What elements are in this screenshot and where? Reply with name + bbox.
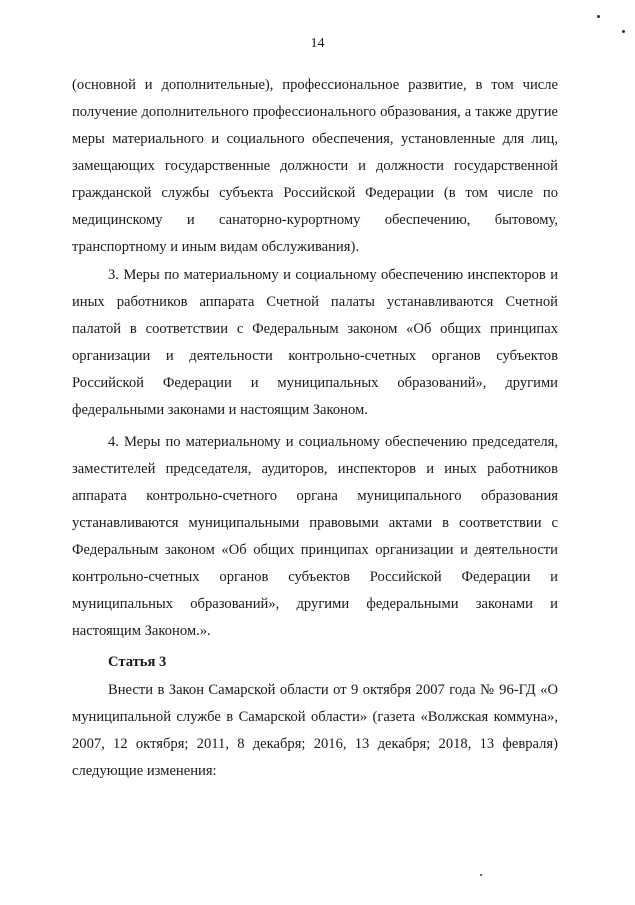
- paragraph-continuation: (основной и дополнительные), профессиональное развитие, в том числе получение дополнительного профессионального образования, а также другие меры материального и социального обеспечения, установленные для лиц, замещающих государственные должности и должности государственной гражданской службы субъекта Российской Федерации (в том числе по медицинскому и санаторно-курортному обеспечению, бытовому, транспортному и иным видам обслуживания).: [72, 77, 558, 255]
- scan-speck: [622, 30, 625, 33]
- paragraph-item-4: 4. Меры по материальному и социальному обеспечению председателя, заместителей председателя, аудиторов, инспекторов и иных работников аппарата контрольно-счетного органа муниципального образования устанавливаются муниципальными правовыми актами в соответствии с Федеральным законом «Об общих принципах организации и деятельности контрольно-счетных органов субъектов Российской Федерации и муниципальных образований», другими федеральными законами и настоящим Законом.».: [72, 434, 558, 639]
- paragraph-item-3: 3. Меры по материальному и социальному обеспечению инспекторов и иных работников аппарата Счетной палаты устанавливаются Счетной палатой в соответствии с Федеральным законом «Об общих принципах организации и деятельности контрольно-счетных органов субъектов Российской Федерации и муниципальных образований», другими федеральными законами и настоящим Законом.: [72, 267, 558, 418]
- page-number: 14: [310, 36, 325, 51]
- article-heading: Статья 3: [108, 654, 167, 670]
- paragraph-article-3: Внести в Закон Самарской области от 9 октября 2007 года № 96-ГД «О муниципальной службе в Самарской области» (газета «Волжская коммуна», 2007, 12 октября; 2011, 8 декабря; 2016, 13 декабря; 2018, 13 февраля) следующие изменения:: [72, 682, 558, 779]
- scan-speck: [480, 874, 482, 876]
- scan-speck: [597, 15, 600, 18]
- document-body: [72, 72, 558, 785]
